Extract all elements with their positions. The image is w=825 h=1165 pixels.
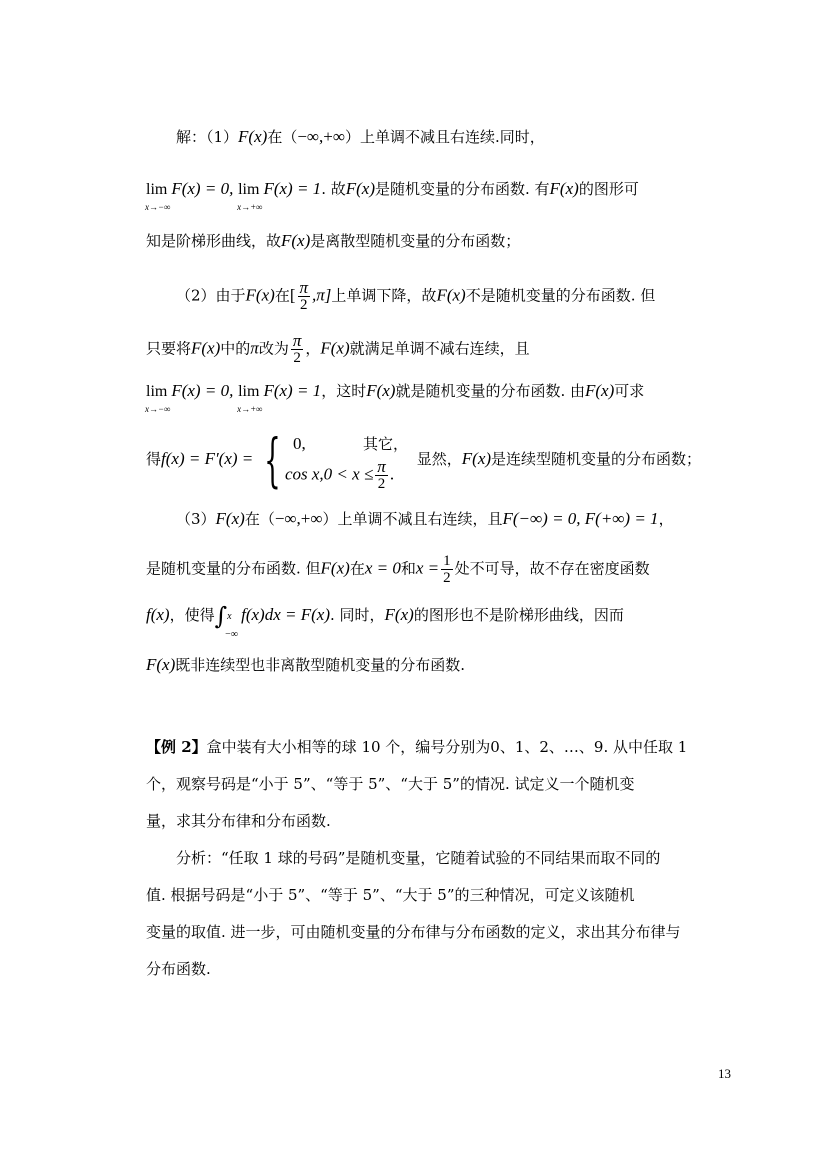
- text: 和: [400, 559, 416, 578]
- text: ）上单调不减且右连续.同时，: [345, 128, 545, 146]
- text: . 同时，: [330, 606, 385, 624]
- text: 上单调下降，故: [331, 286, 437, 305]
- limit-minus: lim x→−∞: [145, 383, 171, 414]
- text: ）上单调不减且右连续，且: [322, 510, 503, 528]
- text: 是连续型随机变量的分布函数；: [491, 450, 702, 468]
- text: ，: [305, 339, 321, 358]
- formula: F(x): [191, 338, 221, 358]
- formula: F(x): [345, 179, 375, 198]
- formula: x = 0: [364, 558, 401, 578]
- sol-line-5: [146, 333, 746, 366]
- formula: F(x): [549, 179, 579, 198]
- text: 是随机变量的分布函数. 但: [146, 559, 321, 578]
- text: 既非连续型也非离散型随机变量的分布函数.: [175, 656, 466, 674]
- text: . 故: [321, 180, 346, 198]
- sol-line-4: [176, 280, 776, 313]
- text: 是离散型随机变量的分布函数；: [310, 232, 521, 250]
- analysis-line-2: [146, 884, 746, 906]
- formula: F(x) = 0,: [171, 381, 234, 400]
- formula: F(x): [436, 285, 466, 305]
- example-2-line-1: [146, 736, 746, 758]
- example-2-line-2: [146, 773, 746, 795]
- example-2-line-3: [146, 810, 746, 832]
- text: 在: [274, 286, 290, 305]
- analysis-line-4: [146, 958, 746, 980]
- fraction-pi-over-2: $\frac{\pi}{2}$: [292, 331, 302, 366]
- sol-line-7-piecewise: [146, 424, 746, 494]
- text: 得: [146, 450, 162, 468]
- piecewise-cases: 0, 其它， cos x,0 < x ≤ $\frac{\pi}{2}$ .: [284, 433, 408, 492]
- example-label: 【例 2】: [146, 738, 207, 756]
- text: ，这时: [321, 382, 367, 400]
- text: 值. 根据号码是“小于 5”、“等于 5”、“大于 5”的三种情况，可定义该随机: [146, 886, 635, 904]
- formula: F(x) = 0,: [171, 179, 234, 198]
- text: 的图形可: [578, 180, 639, 198]
- text: 是随机变量的分布函数. 有: [375, 180, 550, 198]
- page-number: 13: [718, 1066, 731, 1081]
- integral-sign: ∫: [214, 602, 228, 630]
- limit-plus: lim x→+∞: [237, 181, 263, 212]
- analysis-line-3: [146, 921, 746, 943]
- text: 就是随机变量的分布函数. 由: [395, 382, 586, 400]
- formula: F(x): [585, 381, 615, 400]
- formula: f(x) = F′(x) =: [161, 449, 254, 468]
- text: 就满足单调不减右连续，且: [349, 339, 530, 358]
- text: 显然，: [416, 450, 462, 468]
- text: 量，求其分布律和分布函数.: [146, 812, 331, 830]
- formula: F(−∞) = 0, F(+∞) = 1: [502, 509, 659, 528]
- formula: F(x): [384, 605, 414, 624]
- sol-line-3: [146, 230, 746, 252]
- sol-line-2: [145, 178, 746, 212]
- formula: π: [250, 338, 259, 358]
- text: 变量的取值. 进一步，可由随机变量的分布律与分布函数的定义，求出其分布律与: [146, 923, 681, 941]
- text: 可求: [614, 382, 645, 400]
- sol-line-8: [176, 508, 776, 530]
- text: 个，观察号码是“小于 5”、“等于 5”、“大于 5”的情况. 试定义一个随机变: [146, 775, 635, 793]
- formula: −∞,+∞: [274, 509, 323, 528]
- analysis-line-1: [176, 847, 776, 869]
- formula: F(x): [215, 509, 245, 528]
- text: 的图形也不是阶梯形曲线，因而: [413, 606, 624, 624]
- text: 在: [349, 559, 365, 578]
- formula: F(x): [281, 231, 311, 250]
- text: 盒中装有大小相等的球 10 个，编号分别为0、1、2、…、9. 从中任取 1: [206, 738, 688, 756]
- formula: F(x): [245, 285, 275, 305]
- formula: F(x): [366, 381, 396, 400]
- formula: F(x): [238, 127, 268, 146]
- text: 只要将: [146, 339, 192, 358]
- formula: F(x): [146, 655, 176, 674]
- formula: F(x) = 1: [263, 179, 322, 198]
- formula: [: [289, 285, 296, 305]
- formula: x =: [415, 558, 440, 578]
- text: 分布函数.: [146, 960, 211, 978]
- text: 在（: [267, 128, 298, 146]
- sol-line-1: [176, 126, 776, 148]
- formula: f(x): [146, 605, 170, 624]
- text: ，使得: [169, 606, 215, 624]
- formula: F(x): [320, 558, 350, 578]
- formula: F(x): [461, 449, 492, 468]
- fraction-1-over-2: $\frac{1}{2}$: [443, 553, 451, 586]
- fraction-pi-over-2: $\frac{\pi}{2}$: [299, 278, 309, 313]
- text: 分析：“任取 1 球的号码”是随机变量，它随着试验的不同结果而取不同的: [176, 849, 661, 867]
- sol-line-9: [146, 553, 746, 586]
- sol-line-10: f(x)，使得∫ x −∞ f(x)dx = F(x). 同时，F(x)的图形也不是阶梯形曲线，因而: [146, 602, 624, 640]
- text: 在（: [244, 510, 275, 528]
- formula: f(x)dx = F(x): [241, 605, 330, 624]
- formula: F(x) = 1: [263, 381, 322, 400]
- sol-line-6: [145, 380, 746, 414]
- text: 处不可导，故不存在密度函数: [454, 559, 650, 578]
- text: 知是阶梯形曲线，故: [146, 232, 282, 250]
- sol-line-11: [146, 654, 746, 676]
- limit-plus: lim x→+∞: [237, 383, 263, 414]
- text: 改为: [258, 339, 289, 358]
- text: （2）由于: [176, 286, 246, 305]
- left-brace: {: [264, 426, 281, 494]
- text: （3）: [176, 510, 216, 528]
- formula: −∞,+∞: [297, 127, 345, 146]
- text: 解：（1）: [176, 128, 239, 146]
- text: 不是随机变量的分布函数. 但: [465, 286, 656, 305]
- limit-minus: lim x→−∞: [145, 181, 171, 212]
- formula: ,π]: [312, 285, 332, 305]
- formula: F(x): [320, 338, 350, 358]
- text: ，: [658, 510, 674, 528]
- text: 中的: [220, 339, 251, 358]
